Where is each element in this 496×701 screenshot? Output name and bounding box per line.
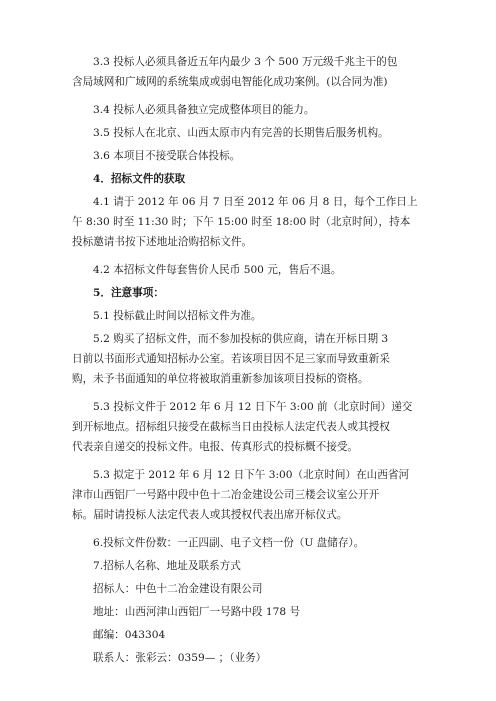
section-heading-4 [72, 169, 426, 189]
para-line: 代表亲自递交的投标文件。电报、传真形式的投标概不接受。 [72, 441, 359, 453]
heading-text: 5．注意事项： [93, 287, 164, 299]
para-line: 津市山西铝厂一号路中段中色十二冶金建设公司三楼会议室公开开 [72, 489, 380, 501]
para-3-4 [72, 100, 426, 120]
section-heading-5 [72, 283, 426, 303]
para-line: 4.1 请于 2012 年 06 月 7 日至 2012 年 06 月 8 日，每个工作日上 [93, 196, 418, 208]
para-line: 5.3 拟定于 2012 年 6 月 12 日下午 3:00（北京时间）在山西省河 [93, 469, 410, 481]
para-4-1 [72, 192, 426, 252]
contact-address [72, 602, 426, 622]
para-line: 5.3 投标文件于 2012 年 6 月 12 日下午 3:00 前（北京时间）递交 [93, 401, 413, 413]
para-line: 地址：山西河津山西铝厂一号路中段 178 号 [93, 606, 301, 618]
para-line: 6.投标文件份数：一正四副、电子文档一份（U 盘储存）。 [93, 537, 365, 549]
para-line: 午 8:30 时至 11:30 时；下午 15:00 时至 18:00 时（北京时间），持本 [72, 216, 411, 228]
para-line: 到开标地点。招标组只接受在截标当日由投标人法定代表人或其授权 [72, 421, 390, 433]
contact-person [72, 648, 426, 668]
para-line: 含局域网和广域网的系统集成或弱电智能化成功案例。(以合同为准) [72, 76, 388, 88]
para-line: 4.2 本招标文件每套售价人民币 500 元，售后不退。 [93, 264, 342, 276]
para-line: 5.2 购买了招标文件，而不参加投标的供应商，请在开标日期 3 [93, 333, 389, 345]
para-line: 购，未予书面通知的单位将被取消重新参加该项目投标的资格。 [72, 373, 369, 385]
para-line: 5.1 投标截止时间以招标文件为准。 [93, 310, 262, 322]
para-line: 3.5 投标人在北京、山西太原市内有完善的长期售后服务机构。 [93, 127, 389, 139]
para-5-1 [72, 306, 426, 326]
contact-postcode [72, 625, 426, 645]
para-line: 招标人：中色十二冶金建设有限公司 [93, 583, 263, 595]
para-line: 3.3 投标人必须具备近五年内最少 3 个 500 万元级千兆主干的包 [93, 56, 398, 68]
para-7 [72, 556, 426, 576]
para-6 [72, 533, 426, 553]
para-3-3 [72, 52, 426, 92]
para-5-3 [72, 397, 426, 457]
para-3-5 [72, 123, 426, 143]
para-line: 联系人：张彩云：0359— ；（业务） [93, 652, 267, 664]
para-line: 3.6 本项目不接受联合体投标。 [93, 150, 241, 162]
para-line: 标。届时请投标人法定代表人或其授权代表出席开标仪式。 [72, 509, 348, 521]
para-5-2 [72, 329, 426, 389]
para-line: 投标邀请书按下述地址洽购招标文件。 [72, 236, 253, 248]
para-line: 邮编：043304 [93, 629, 166, 641]
contact-tenderer [72, 579, 426, 599]
para-line: 3.4 投标人必须具备独立完成整体项目的能力。 [93, 104, 315, 116]
para-line: 日前以书面形式通知招标办公室。若该项目因不足三家而导致重新采 [72, 353, 390, 365]
para-5-3b [72, 465, 426, 525]
para-line: 7.招标人名称、地址及联系方式 [93, 560, 241, 572]
para-3-6 [72, 146, 426, 166]
heading-text: 4．招标文件的获取 [93, 173, 186, 185]
para-4-2 [72, 260, 426, 280]
